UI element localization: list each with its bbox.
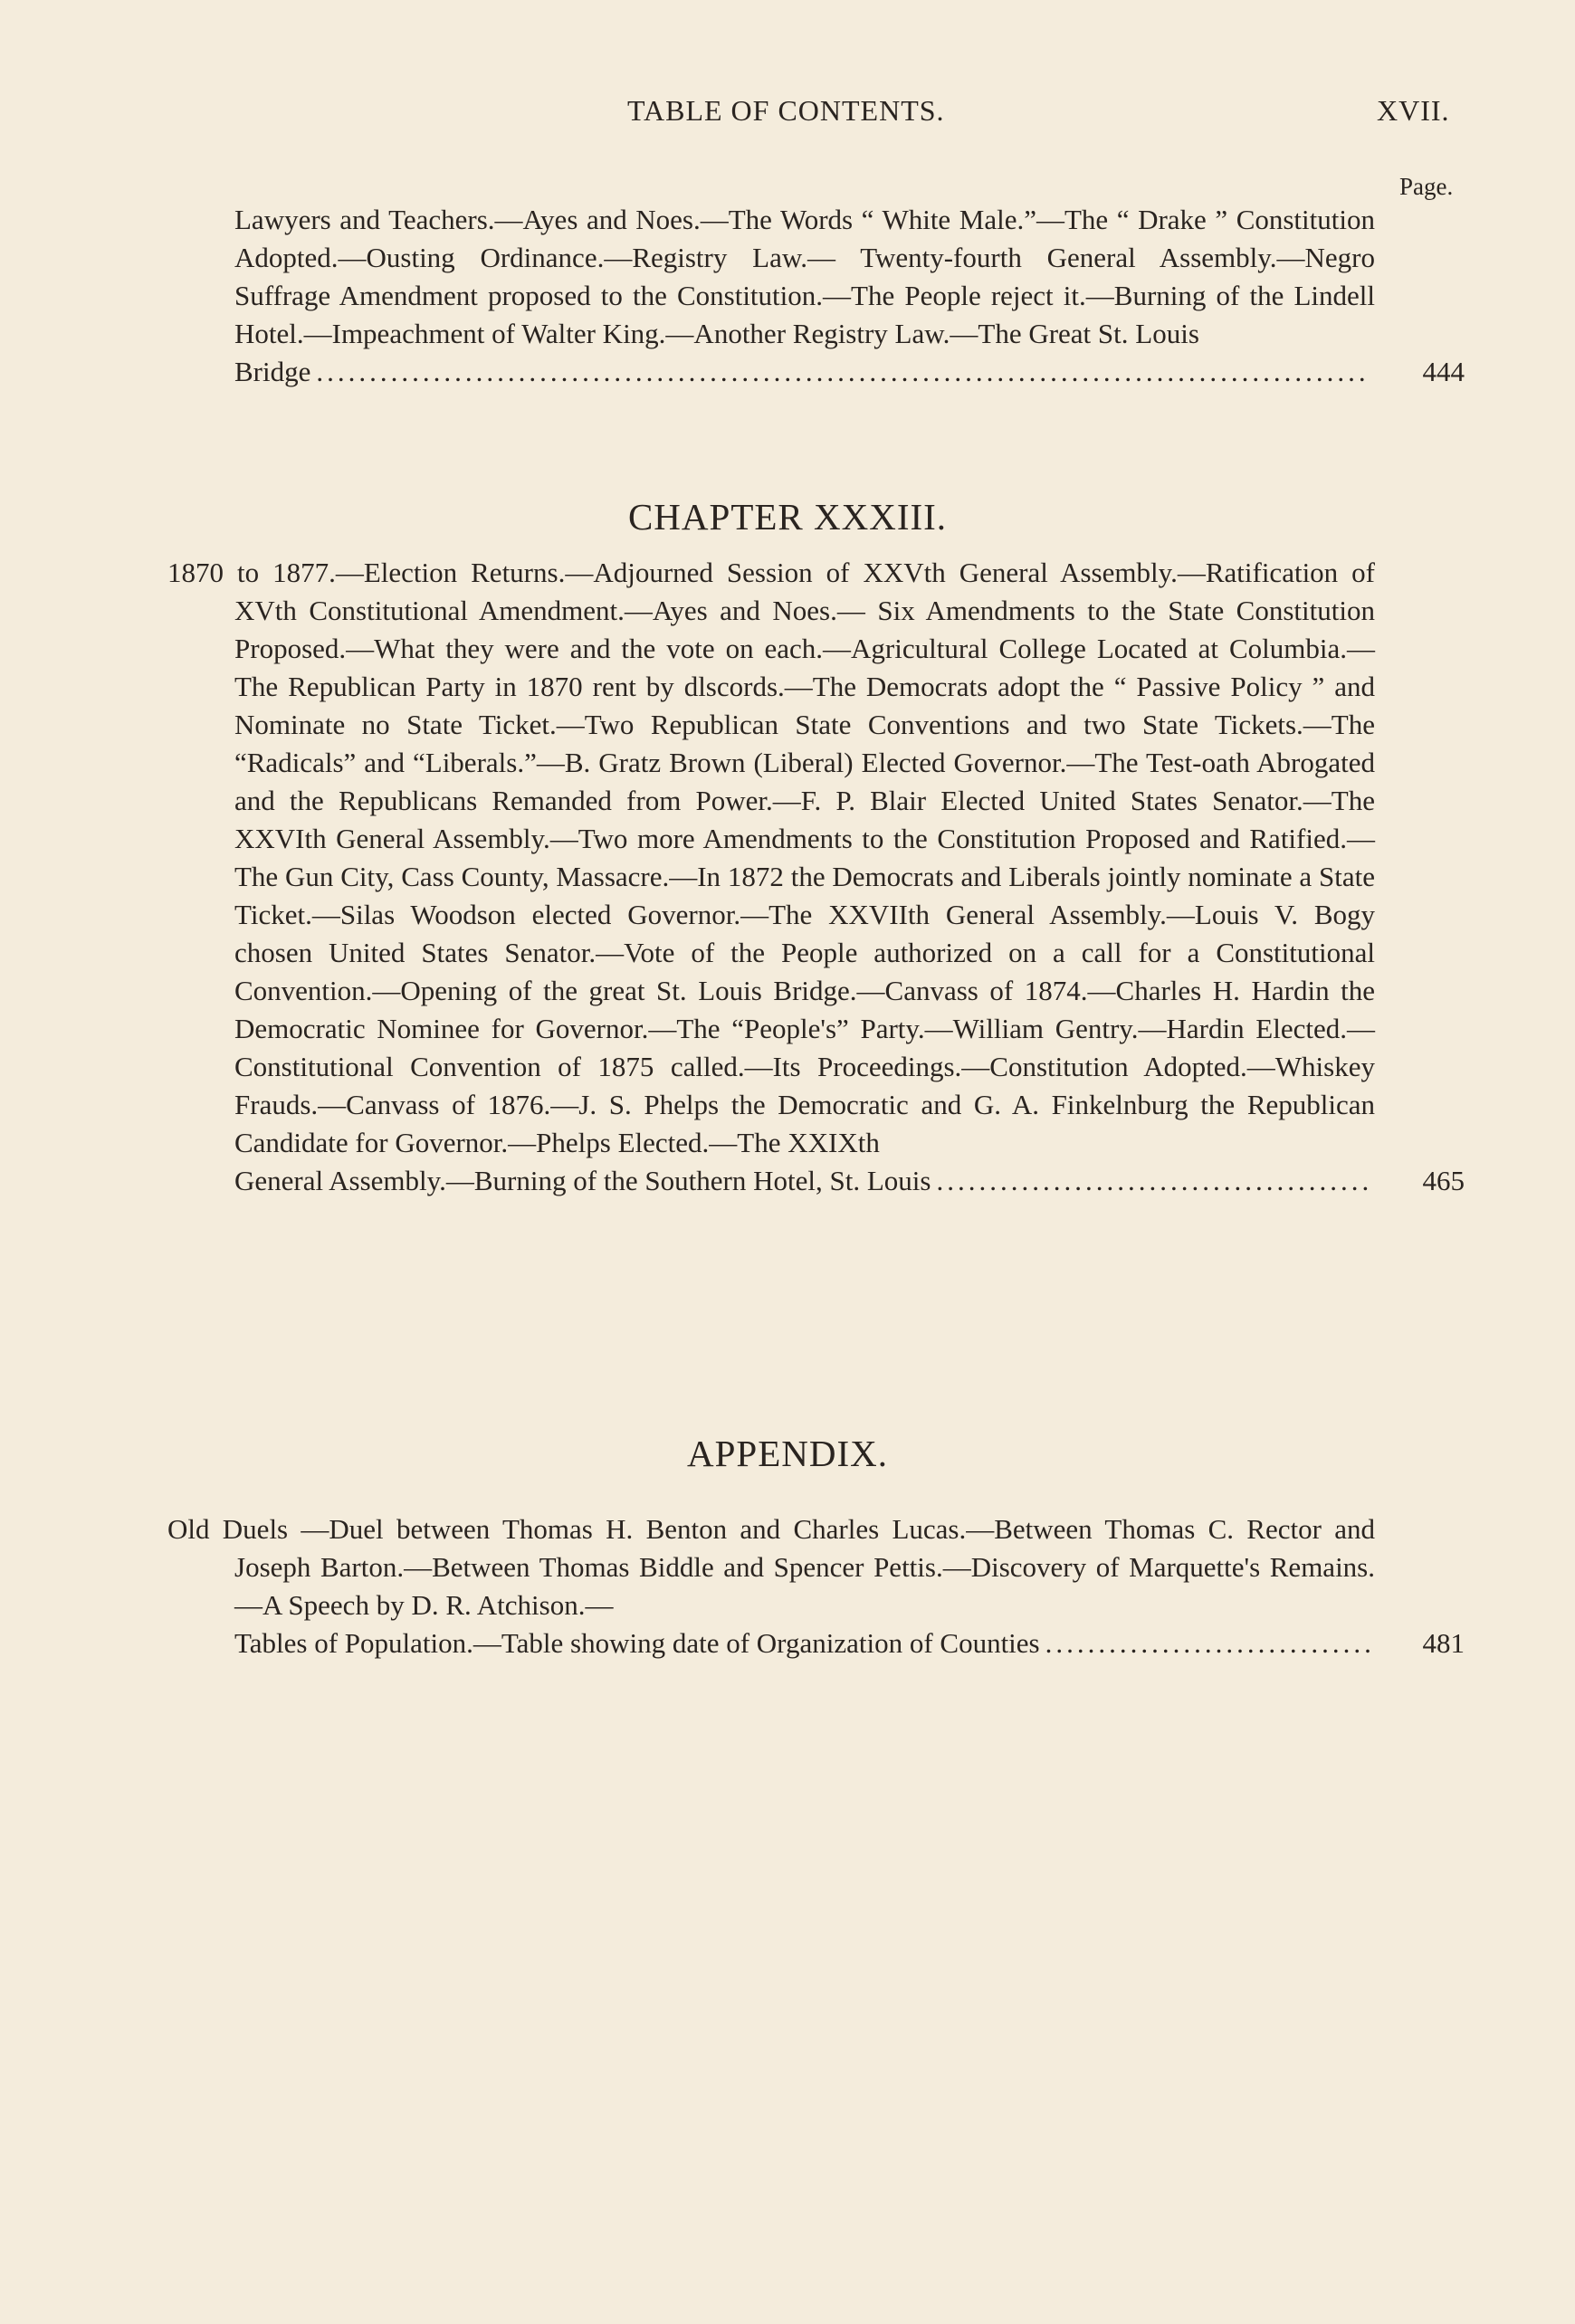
toc-entry-continued <box>234 201 1465 391</box>
appendix-entry-leader <box>234 1624 1375 1662</box>
appendix-entry-last-line: Tables of Population.—Table showing date of Organization of Counties <box>234 1627 1040 1659</box>
toc-entry-last-line: Bridge <box>234 356 311 387</box>
chapter-entry-last-line: General Assembly.—Burning of the Southern Hotel, St. Louis <box>234 1165 931 1196</box>
page-column-label: Page. <box>1399 173 1454 200</box>
dot-leader <box>936 1162 1370 1200</box>
running-head-title: TABLE OF CONTENTS. <box>627 94 945 127</box>
dot-leader <box>1045 1624 1370 1662</box>
running-head <box>0 94 1575 130</box>
appendix-entry-page: 481 <box>1422 1627 1465 1659</box>
chapter-entry-text: 1870 to 1877.—Election Returns.—Adjourned Session of XXVth General Assembly.—Ratification of XVth Constitutional Amendment.—Ayes and Noes.— Six Amendments to the State Constitution Proposed.—What they were and the vote on each.—Agricultural College Located at Columbia.—The Republican Party in 1870 rent by dlscords.—The Democrats adopt the “ Passive Policy ” and Nominate no State Ticket.—Two Republican State Conventions and two State Tickets.—The “Radicals” and “Liberals.”—B. Gratz Brown (Liberal) Elected Governor.—The Test-oath Abrogated and the Republicans Remanded from Power.—F. P. Blair Elected United States Senator.—The XXVIth General Assembly.—Two more Amendments to the Constitution Proposed and Ratified.—The Gun City, Cass County, Massacre.—In 1872 the Democrats and Liberals jointly nominate a State Ticket.—Silas Woodson elected Governor.—The XXVIIth General Assembly.—Louis V. Bogy chosen United States Senator.—Vote of the People authorized on a call for a Constitutional Convention.—Opening of the great St. Louis Bridge.—Canvass of 1874.—Charles H. Hardin the Democratic Nominee for Governor.—The “People's” Party.—William Gentry.—Hardin Elected.—Constitutional Convention of 1875 called.—Its Proceedings.—Constitution Adopted.—Whiskey Frauds.—Canvass of 1876.—J. S. Phelps the Democratic and G. A. Finkelnburg the Republican Candidate for Governor.—Phelps Elected.—The XXIXth <box>167 557 1375 1158</box>
toc-entry-leader <box>234 353 1375 391</box>
dot-leader <box>316 353 1370 391</box>
chapter-entry-page: 465 <box>1422 1165 1465 1196</box>
running-head-page-number: XVII. <box>1377 94 1450 127</box>
chapter-entry <box>167 554 1465 1200</box>
chapter-heading: CHAPTER XXXIII. <box>627 496 948 538</box>
appendix-entry <box>167 1510 1465 1662</box>
appendix-entry-text: Old Duels —Duel between Thomas H. Benton and Charles Lucas.—Between Thomas C. Rector and Joseph Barton.—Between Thomas Biddle and Spencer Pettis.—Discovery of Marquette's Remains.—A Speech by D. R. Atchison.— <box>167 1513 1375 1621</box>
toc-entry-page: 444 <box>1422 356 1465 387</box>
chapter-entry-leader <box>234 1162 1375 1200</box>
toc-entry-text: Lawyers and Teachers.—Ayes and Noes.—The Words “ White Male.”—The “ Drake ” Constitution Adopted.—Ousting Ordinance.—Registry Law.— Twenty-fourth General Assembly.—Negro Suffrage Amendment proposed to the Constitution.—The People reject it.—Burning of the Lindell Hotel.—Impeachment of Walter King.—Another Registry Law.—The Great St. Louis <box>234 204 1375 349</box>
appendix-heading: APPENDIX. <box>687 1433 888 1474</box>
